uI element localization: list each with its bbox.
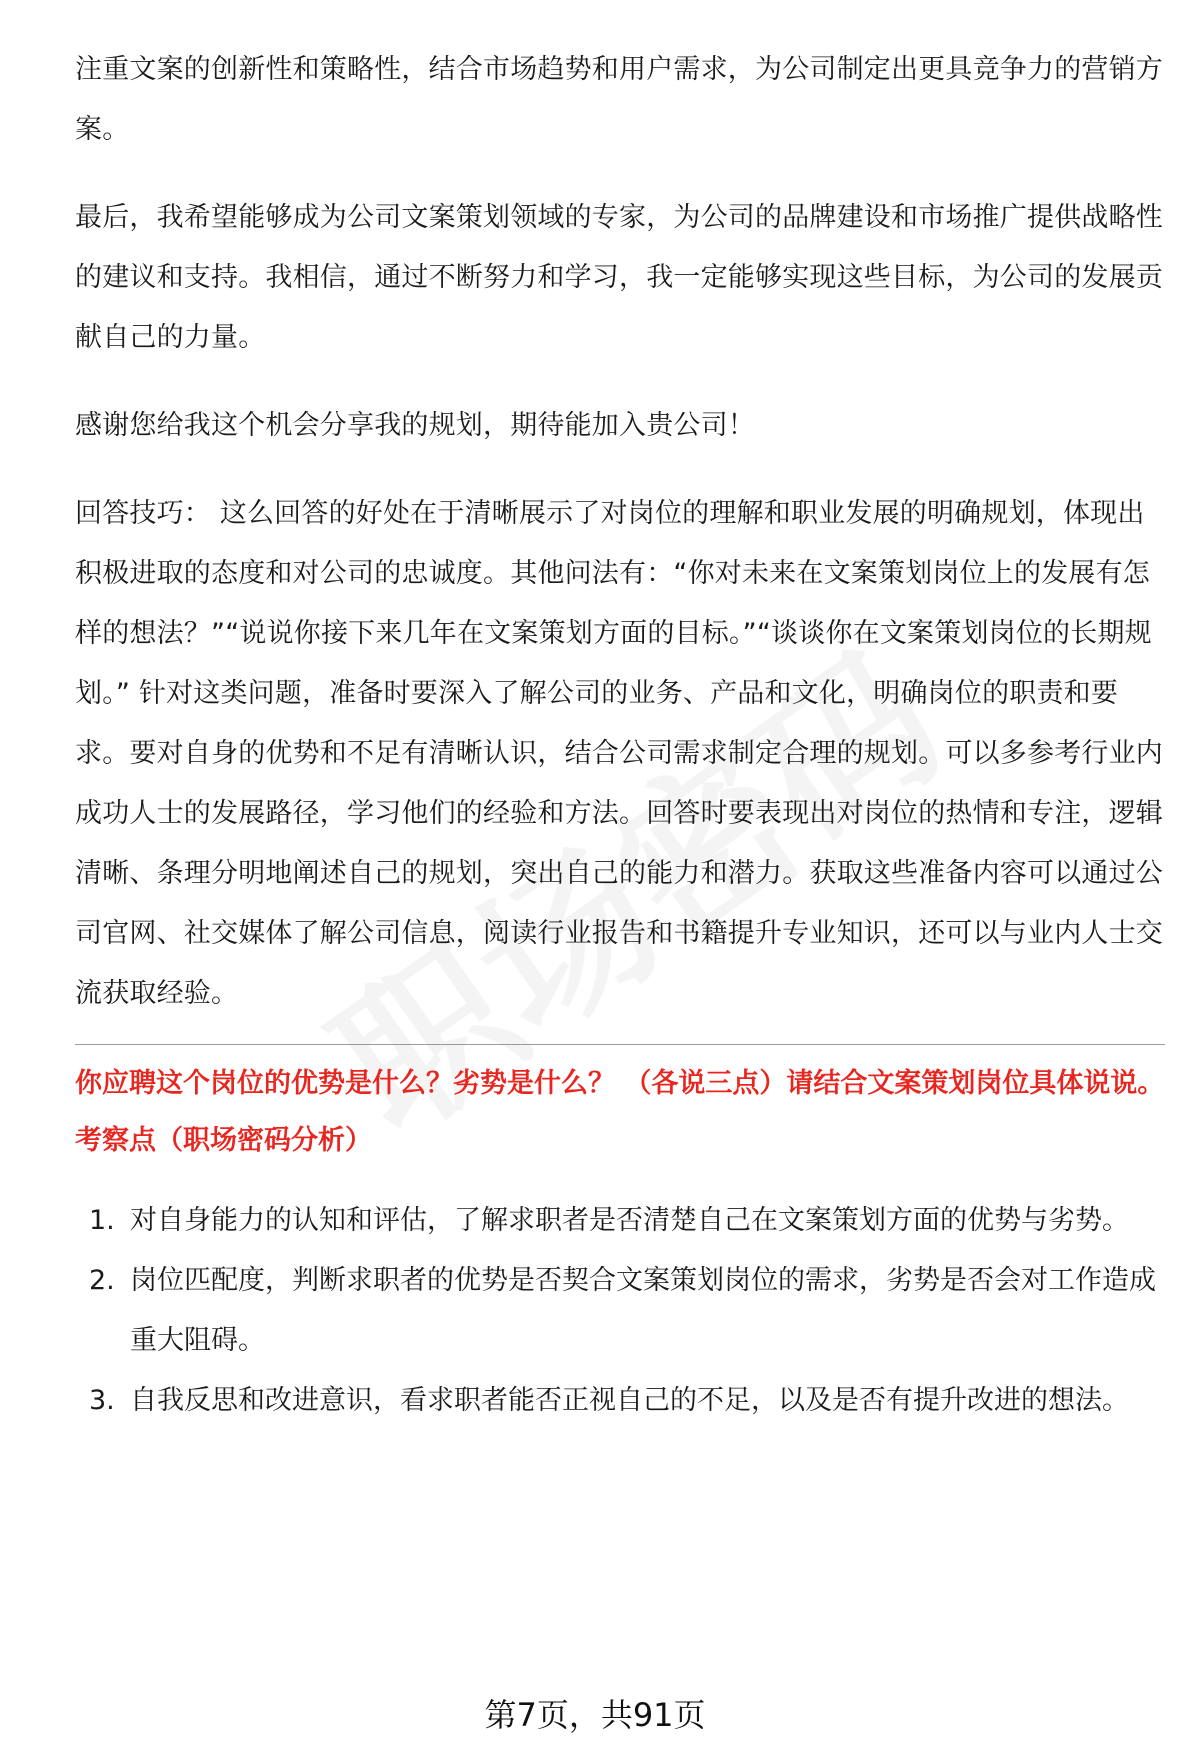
question-heading: 你应聘这个岗位的优势是什么？劣势是什么？ （各说三点）请结合文案策划岗位具体说说。 bbox=[75, 1068, 1165, 1099]
list-item-number: 1. bbox=[89, 1205, 115, 1236]
paragraph-2: 最后，我希望能够成为公司文案策划领域的专家，为公司的品牌建设和市场推广提供战略性的建议和支持。我相信，通过不断努力和学习，我一定能够实现这些目标，为公司的发展贡献自己的力量。 bbox=[75, 202, 1163, 353]
paragraph-1: 注重文案的创新性和策略性，结合市场趋势和用户需求，为公司制定出更具竞争力的营销方案。 bbox=[75, 54, 1163, 145]
list-item-number: 2. bbox=[89, 1265, 115, 1296]
paragraph-3: 感谢您给我这个机会分享我的规划，期待能加入贵公司！ bbox=[75, 410, 755, 441]
list-item-text: 对自身能力的认知和评估，了解求职者是否清楚自己在文案策划方面的优势与劣势。 bbox=[130, 1205, 1129, 1236]
list-item-text: 自我反思和改进意识，看求职者能否正视自己的不足，以及是否有提升改进的想法。 bbox=[130, 1385, 1129, 1416]
list-item-text: 岗位匹配度，判断求职者的优势是否契合文案策划岗位的需求，劣势是否会对工作造成重大阻碍。 bbox=[130, 1265, 1156, 1356]
assessment-heading: 考察点（职场密码分析） bbox=[75, 1125, 372, 1156]
list-item bbox=[75, 1191, 1165, 1251]
list-item bbox=[75, 1251, 1165, 1371]
page-number-footer: 第7页，共91页 bbox=[484, 1696, 706, 1734]
document-page bbox=[75, 40, 1165, 1431]
section-divider bbox=[75, 1044, 1165, 1045]
answer-tips-paragraph: 回答技巧： 这么回答的好处在于清晰展示了对岗位的理解和职业发展的明确规划，体现出积极进取的态度和对公司的忠诚度。其他问法有：“你对未来在文案策划岗位上的发展有怎样的想法？”“说说你接下来几年在文案策划方面的目标。”“谈谈你在文案策划岗位的长期规划。” 针对这类问题，准备时要深入了解公司的业务、产品和文化，明确岗位的职责和要求。要对自身的优势和不足有清晰认识，结合公司需求制定合理的规划。可以多参考行业内成功人士的发展路径，学习他们的经验和方法。回答时要表现出对岗位的热情和专注，逻辑清晰、条理分明地阐述自己的规划，突出自己的能力和潜力。获取这些准备内容可以通过公司官网、社交媒体了解公司信息，阅读行业报告和书籍提升专业知识，还可以与业内人士交流获取经验。 bbox=[75, 498, 1163, 1009]
assessment-points-list bbox=[75, 1191, 1165, 1431]
list-item-number: 3. bbox=[89, 1385, 115, 1416]
list-item bbox=[75, 1371, 1165, 1431]
